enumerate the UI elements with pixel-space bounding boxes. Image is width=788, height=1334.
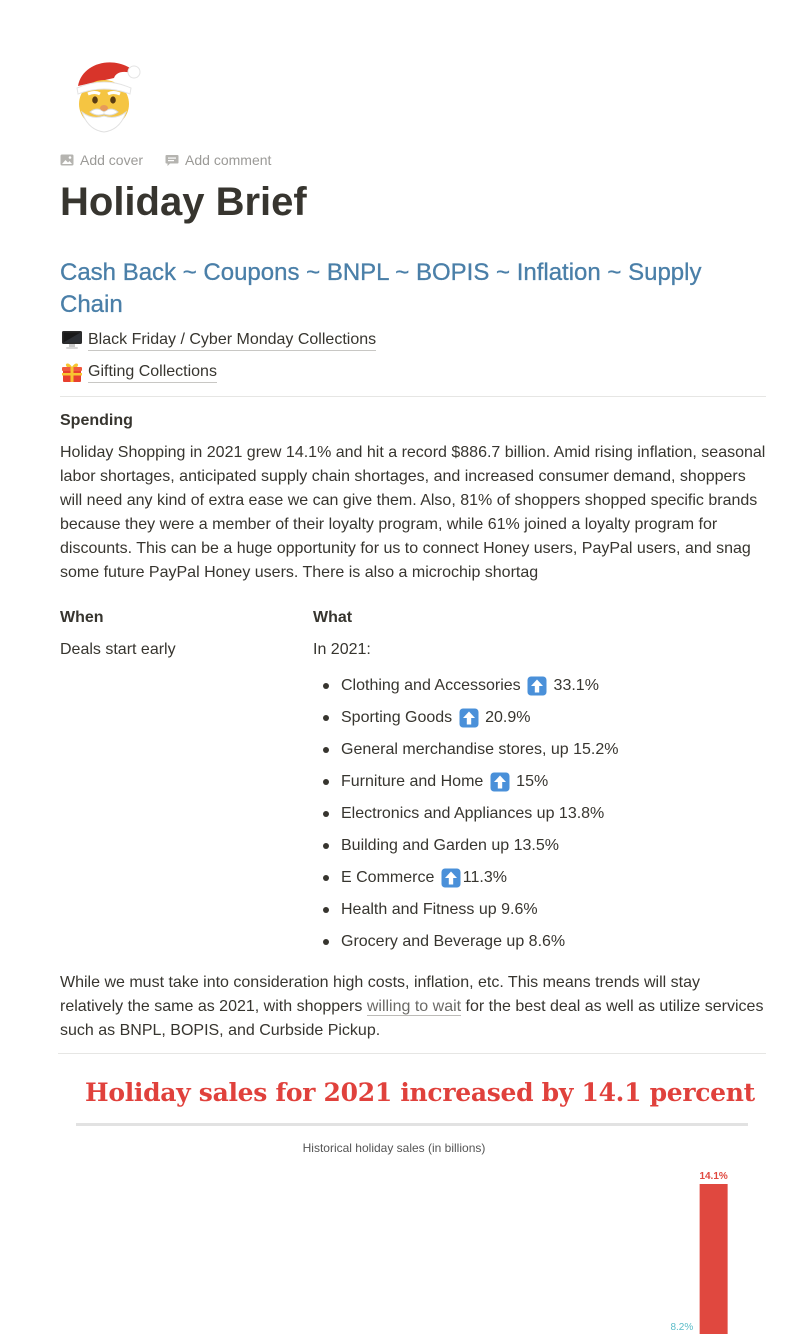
category-text: Clothing and Accessories bbox=[341, 677, 526, 694]
holiday-sales-chart bbox=[0, 1160, 788, 1334]
chart-subtitle: Historical holiday sales (in billions) bbox=[302, 1141, 486, 1155]
closing-text-after: for the best deal as well as utilize services such as BNPL, BOPIS, and Curbside Pickup. bbox=[60, 998, 764, 1039]
category-text: Health and Fitness up 9.6% bbox=[341, 901, 538, 918]
category-list-item[interactable] bbox=[313, 830, 618, 862]
category-text: General merchandise stores, up 15.2% bbox=[341, 741, 619, 758]
category-value: 33.1% bbox=[549, 677, 599, 694]
category-list-item[interactable] bbox=[313, 670, 618, 702]
col-what-header: What bbox=[313, 609, 353, 626]
bullet-dot bbox=[323, 875, 329, 881]
chart-data-label: 14.1% bbox=[699, 1171, 728, 1182]
category-value: 11.3% bbox=[462, 869, 507, 886]
category-list-item[interactable] bbox=[313, 862, 618, 894]
spending-title: Spending bbox=[60, 412, 133, 429]
willing-to-wait-link[interactable]: willing to wait bbox=[366, 998, 462, 1015]
bullet-dot bbox=[323, 779, 329, 785]
bullet-dot bbox=[323, 939, 329, 945]
bullet-dot bbox=[323, 715, 329, 721]
category-list-item[interactable] bbox=[313, 702, 618, 734]
when-value[interactable]: Deals start early bbox=[60, 641, 176, 658]
category-value: 15% bbox=[511, 773, 549, 790]
col-when-header: When bbox=[60, 609, 104, 626]
category-text: Sporting Goods bbox=[341, 709, 457, 726]
computer-icon bbox=[60, 328, 84, 352]
up-arrow-icon bbox=[459, 708, 479, 728]
add-cover-label: Add cover bbox=[80, 152, 144, 168]
up-arrow-icon bbox=[441, 868, 461, 888]
topics-heading[interactable]: Cash Back ~ Coupons ~ BNPL ~ BOPIS ~ Inflation ~ Supply Chain bbox=[60, 259, 702, 318]
image-icon bbox=[60, 154, 74, 166]
chart-title-rule bbox=[76, 1123, 748, 1126]
page-title[interactable]: Holiday Brief bbox=[60, 180, 307, 224]
category-text: Grocery and Beverage up 8.6% bbox=[341, 933, 566, 950]
link-label[interactable]: Gifting Collections bbox=[88, 362, 217, 383]
category-list-item[interactable] bbox=[313, 734, 618, 766]
bullet-dot bbox=[323, 843, 329, 849]
what-intro[interactable]: In 2021: bbox=[313, 641, 371, 658]
category-list bbox=[313, 670, 618, 958]
category-list-item[interactable] bbox=[313, 894, 618, 926]
link-label[interactable]: Black Friday / Cyber Monday Collections bbox=[88, 330, 376, 351]
category-list-item[interactable] bbox=[313, 798, 618, 830]
bullet-dot bbox=[323, 683, 329, 689]
divider bbox=[60, 396, 766, 397]
spending-paragraph[interactable]: Holiday Shopping in 2021 grew 14.1% and hit a record $886.7 billion. Amid rising inflation, seasonal labor shortages, anticipated supply chain shortages, and increased consumer demand, shoppers will need any kind of extra ease we can give them. Also, 81% of shoppers shopped specific brands because they were a member of their loyalty program, while 61% joined a loyalty program for discounts. This can be a huge opportunity for us to connect Honey users, PayPal users, and snag some future PayPal Honey users. There is also a microchip shortag bbox=[60, 444, 766, 581]
santa-icon[interactable] bbox=[64, 52, 146, 134]
up-arrow-icon bbox=[490, 772, 510, 792]
closing-paragraph[interactable] bbox=[60, 971, 766, 1043]
bullet-dot bbox=[323, 747, 329, 753]
link-gifting-collections[interactable] bbox=[60, 360, 217, 384]
closing-text-before: While we must take into consideration high costs, inflation, etc. This means trends will stay relatively the same as 2021, with shoppers bbox=[60, 974, 700, 1015]
category-text: Building and Garden up 13.5% bbox=[341, 837, 559, 854]
category-text: Furniture and Home bbox=[341, 773, 488, 790]
bullet-dot bbox=[323, 811, 329, 817]
add-cover-button[interactable] bbox=[60, 152, 143, 168]
chart-bar-2021 bbox=[700, 1184, 728, 1334]
category-text: Electronics and Appliances up 13.8% bbox=[341, 805, 605, 822]
bullet-dot bbox=[323, 907, 329, 913]
category-text: E Commerce bbox=[341, 869, 439, 886]
category-value: 20.9% bbox=[480, 709, 531, 726]
divider bbox=[58, 1053, 766, 1054]
up-arrow-icon bbox=[527, 676, 547, 696]
chart-data-label: 8.2% bbox=[670, 1321, 694, 1333]
add-comment-button[interactable] bbox=[165, 152, 271, 168]
gift-icon bbox=[60, 360, 84, 384]
link-bf-cm-collections[interactable] bbox=[60, 328, 376, 352]
category-list-item[interactable] bbox=[313, 926, 618, 958]
comment-icon bbox=[165, 154, 179, 167]
add-comment-label: Add comment bbox=[185, 152, 272, 168]
chart-title: Holiday sales for 2021 increased by 14.1 percent bbox=[85, 1078, 755, 1107]
page-meta-row bbox=[60, 148, 271, 172]
category-list-item[interactable] bbox=[313, 766, 618, 798]
